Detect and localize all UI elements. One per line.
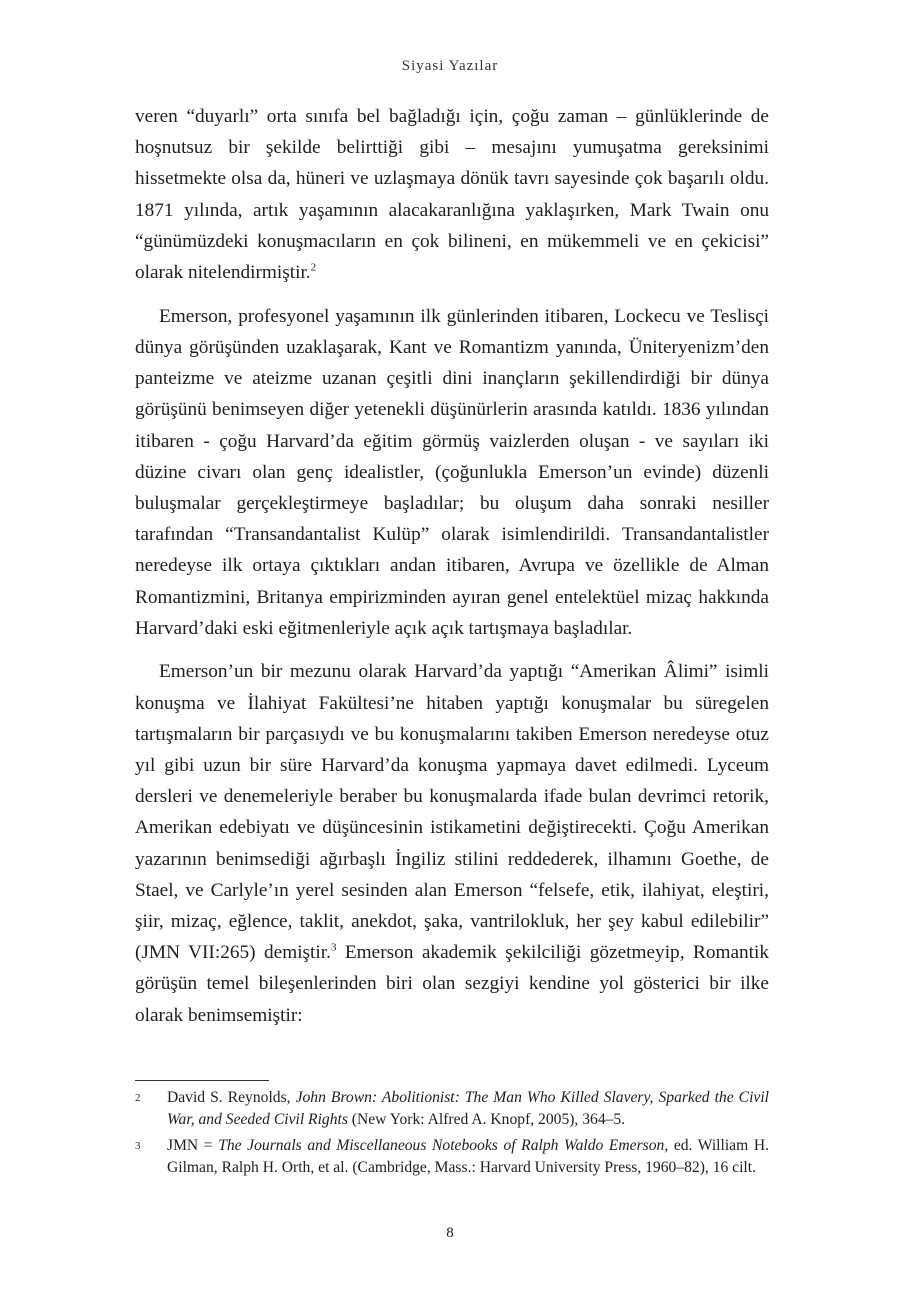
paragraph-3-text-after: Emerson akademik şekilciliği gözetmeyip, Romantik görüşün temel bileşenlerinden biri olan sezgiyi kendine yol gösterici bir ilke olarak benimsemiştir:	[135, 942, 770, 1026]
footnote-author: JMN =	[167, 1137, 219, 1154]
footnote-number: 2	[135, 1092, 141, 1104]
paragraph-1	[135, 101, 769, 288]
footnote-title: John Brown: Abolitionist: The Man Who Killed Slavery, Sparked the Civil War, and Seeded Civil Rights	[167, 1089, 770, 1128]
paragraph-3-text-before: Emerson’un bir mezunu olarak Harvard’da yaptığı “Amerikan Âlimi” isimli konuşma ve İlahiyat Fakültesi’ne hitaben yaptığı konuşmalar bu süregelen tartışmaların bir parçasıydı ve bu konuşmalarını takiben Emerson neredeyse otuz yıl gibi uzun bir süre Harvard’da konuşma yapmaya davet edilmedi. Lyceum dersleri ve denemeleriyle beraber bu konuşmalarda ifade bulan devrimci retorik, Amerikan edebiyatı ve düşüncesinin istikametini değiştirecekti. Çoğu Amerikan yazarının benimsediği ağırbaşlı İngiliz stilini reddederek, ilhamını Goethe, de Stael, ve Carlyle’ın yerel sesinden alan Emerson “felsefe, etik, ilahiyat, eleştiri, şiir, mizaç, eğlence, taklit, anekdot, şaka, vantrilokluk, her şey kabul edilebilir” (JMN VII:265) demiştir.	[135, 661, 769, 964]
page-number: 8	[446, 1225, 454, 1241]
paragraph-2	[135, 301, 769, 644]
footnote-ref-3[interactable]: 3	[330, 941, 337, 954]
footnote-author: David S. Reynolds,	[167, 1089, 296, 1106]
footnote-ref-2[interactable]: 2	[310, 261, 317, 274]
paragraph-1-text: veren “duyarlı” orta sınıfa bel bağladığı için, çoğu zaman – günlüklerinde de hoşnutsuz bir şekilde belirttiği gibi – mesajını yumuşatma gereksinimi hissetmekte olsa da, hüneri ve uzlaşmaya dönük tavrı sayesinde çok başarılı oldu. 1871 yılında, artık yaşamının alacakaranlığına yaklaşırken, Mark Twain onu “günümüzdeki konuşmacıların en çok bilineni, en mükemmeli ve en çekicisi” olarak nitelendirmiştir.	[135, 106, 769, 284]
footnote-title: The Journals and Miscellaneous Notebooks of Ralph Waldo Emerson	[218, 1137, 665, 1154]
footnote-3	[135, 1135, 769, 1179]
footnotes	[135, 1087, 769, 1183]
paragraph-3	[135, 656, 769, 1030]
body-text	[135, 101, 769, 1043]
footnote-2	[135, 1087, 769, 1131]
footnote-number: 3	[135, 1140, 141, 1152]
footnote-details: (New York: Alfred A. Knopf, 2005), 364–5.	[347, 1111, 626, 1128]
footnote-details: , ed. William H. Gilman, Ralph H. Orth, et al. (Cambridge, Mass.: Harvard University Press, 1960–82), 16 cilt.	[167, 1137, 769, 1176]
running-header: Siyasi Yazılar	[401, 58, 499, 74]
footnote-divider	[135, 1080, 269, 1081]
paragraph-2-text: Emerson, profesyonel yaşamının ilk günlerinden itibaren, Lockecu ve Teslisçi dünya görüşünden uzaklaşarak, Kant ve Romantizm yanında, Üniteryenizm’den panteizme ve ateizme uzanan çeşitli dini inançların şekillendirdiği bir dünya görüşünü benimseyen diğer yetenekli düşünürlerin arasında katıldı. 1836 yılından itibaren - çoğu Harvard’da eğitim görmüş vaizlerden oluşan - ve sayıları iki düzine civarı olan genç idealistler, (çoğunlukla Emerson’un evinde) düzenli buluşmalar gerçekleştirmeye başladılar; bu oluşum daha sonraki nesiller tarafından “Transandantalist Kulüp” olarak isimlendirildi. Transandantalistler neredeyse ilk ortaya çıktıkları andan itibaren, Avrupa ve özellikle de Alman Romantizmini, Britanya empirizminden ayıran genel entelektüel mizaç hakkında Harvard’daki eski eğitmenleriyle açık açık tartışmaya başladılar.	[135, 305, 769, 639]
